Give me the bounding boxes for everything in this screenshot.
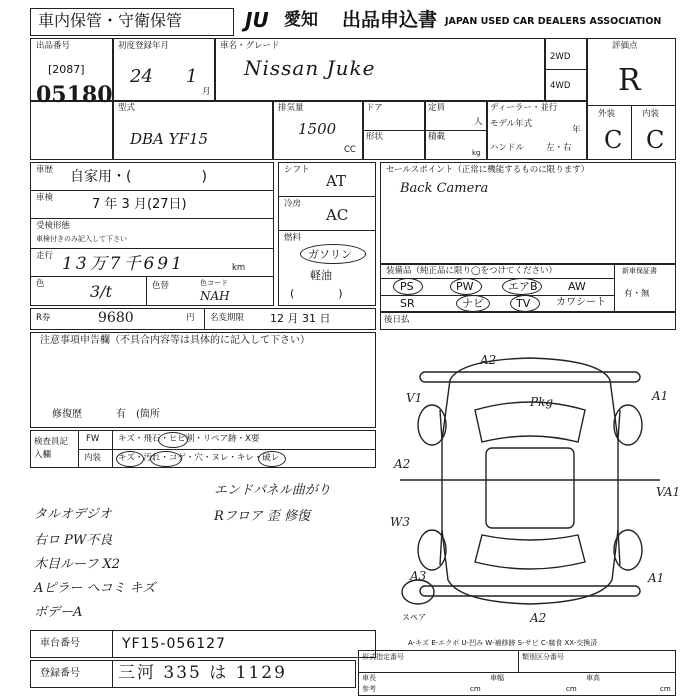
handle-options: 左・右 bbox=[546, 143, 572, 153]
rear-window bbox=[475, 535, 585, 569]
note-body: ボデーA bbox=[34, 605, 83, 620]
recycle-label: R券 bbox=[36, 313, 51, 323]
equip-sr: SR bbox=[400, 297, 415, 310]
equip-aw: AW bbox=[568, 280, 586, 293]
car-damage-diagram bbox=[380, 330, 681, 630]
score-value: R bbox=[618, 63, 641, 98]
name-grade-label: 車名・グレード bbox=[220, 41, 280, 51]
door-label: ドア bbox=[366, 103, 383, 113]
fw-items: キズ・飛石・ヒビ割・リペア跡・X要 bbox=[118, 434, 260, 444]
fw-label: FW bbox=[86, 434, 100, 444]
name-change-label: 名変期限 bbox=[210, 313, 245, 323]
note-end-panel: エンドパネル曲がり bbox=[214, 483, 331, 498]
cc-unit: CC bbox=[344, 145, 356, 155]
tv-circle bbox=[510, 295, 540, 312]
dealer-label: ディーラー・並行 bbox=[490, 103, 558, 113]
scratch-circle bbox=[116, 451, 144, 467]
form-title: 出品申込書 bbox=[342, 9, 438, 31]
aircon-label: 冷房 bbox=[284, 199, 302, 209]
note-pw: 右ロ PW不良 bbox=[34, 533, 113, 548]
color-code: NAH bbox=[200, 289, 230, 303]
note-radio: タルオデジオ bbox=[34, 507, 112, 522]
length-unit: cm bbox=[470, 685, 481, 693]
storage-title: 車内保管・守衛保管 bbox=[38, 11, 183, 30]
drive-4wd: 4WD bbox=[550, 81, 571, 91]
chassis-label: 車台番号 bbox=[40, 638, 80, 649]
yen-unit: 円 bbox=[186, 313, 195, 323]
mileage-label: 走行 bbox=[36, 251, 54, 261]
acceptance-label: 受検形態 bbox=[36, 221, 71, 231]
mark-w3: W3 bbox=[390, 515, 410, 529]
aircon-value: AC bbox=[326, 206, 349, 224]
ju-logo: JU bbox=[245, 8, 269, 32]
car-name: Nissan Juke bbox=[244, 56, 376, 80]
displacement-value: 1500 bbox=[298, 120, 337, 138]
width-label: 車幅 bbox=[490, 674, 504, 682]
height-label: 車高 bbox=[586, 674, 600, 682]
fuel-label: 燃料 bbox=[284, 233, 302, 243]
shift-label: シフト bbox=[284, 165, 310, 175]
front-bumper bbox=[420, 372, 640, 382]
mark-left-a2: A2 bbox=[394, 457, 411, 471]
inspection-label: 車検 bbox=[36, 193, 54, 203]
mark-rear-a2: A2 bbox=[530, 611, 547, 625]
reg-year: 24 bbox=[130, 66, 153, 87]
category-label: 類別区分番号 bbox=[522, 653, 564, 661]
spare-label: スペア bbox=[402, 613, 426, 622]
first-reg-label: 初度登録年月 bbox=[118, 41, 170, 51]
pw-circle bbox=[450, 278, 482, 295]
mark-a3: A3 bbox=[410, 569, 427, 583]
mark-rr-a1: A1 bbox=[648, 571, 665, 585]
airbag-circle bbox=[502, 278, 542, 295]
rear-payment-label: 後日払 bbox=[384, 315, 410, 325]
association-name: JAPAN USED CAR DEALERS ASSOCIATION bbox=[445, 16, 662, 27]
wet-circle bbox=[258, 451, 286, 467]
acceptance-note: 車検付きのみ記入して下さい bbox=[36, 235, 127, 243]
exterior-grade: C bbox=[604, 126, 623, 154]
equip-tv: TV bbox=[516, 297, 531, 310]
equipment-label: 装備品（純正品に限り◯をつけてください） bbox=[386, 266, 558, 276]
usage-value: 自家用・( ) bbox=[70, 169, 207, 185]
model-code: DBA YF15 bbox=[130, 130, 209, 148]
flying-stone-circle bbox=[158, 432, 188, 448]
rear-payment-box bbox=[380, 312, 676, 330]
inspection-value: 7 年 3 月(27日) bbox=[92, 197, 187, 212]
equip-airbag: エアB bbox=[508, 280, 538, 293]
height-unit: cm bbox=[660, 685, 671, 693]
damage-legend: A-キズ E-エクボ U-凹み W-補修跡 S-サビ C-腐食 XX-交換済 bbox=[408, 639, 598, 647]
month-unit: 月 bbox=[202, 87, 211, 97]
lot-number: 05180 bbox=[36, 82, 113, 108]
equip-seat: カワシート bbox=[556, 297, 606, 308]
inspector-label: 検査員記入欄 bbox=[34, 437, 69, 460]
roof bbox=[486, 448, 574, 528]
equip-navi: ナビ bbox=[462, 297, 484, 310]
warranty-value: 有・無 bbox=[624, 289, 650, 299]
chassis-value: YF15-056127 bbox=[122, 636, 226, 652]
name-change-value: 12 月 31 日 bbox=[270, 312, 331, 325]
interior-items: キズ・汚れ・コゲ・穴・ヌレ・キレ・破レ bbox=[118, 453, 280, 463]
kg-unit: kg bbox=[472, 149, 481, 157]
fuel-gasoline: ガソリン bbox=[308, 248, 352, 261]
ps-circle bbox=[393, 278, 423, 295]
color-value: 3/t bbox=[90, 282, 112, 301]
mark-pkg: Pkg bbox=[530, 395, 554, 409]
exterior-label: 外装 bbox=[598, 109, 616, 119]
warranty-label: 新車保証書 bbox=[622, 267, 657, 275]
handle-label: ハンドル bbox=[490, 143, 525, 153]
color-change-label: 色替 bbox=[152, 281, 170, 291]
color-label: 色 bbox=[36, 279, 45, 289]
sales-point-value: Back Camera bbox=[400, 181, 489, 196]
person-unit: 人 bbox=[474, 117, 483, 127]
type-label: 型式 bbox=[118, 103, 136, 113]
shift-value: AT bbox=[326, 172, 347, 190]
equip-pw: PW bbox=[456, 280, 474, 293]
sales-point-label: セールスポイント（正常に機能するものに限ります） bbox=[386, 165, 590, 175]
repair-value: 有 (箇所 bbox=[116, 409, 160, 420]
mark-front-a2: A2 bbox=[480, 353, 497, 367]
shape-label: 形状 bbox=[366, 132, 384, 142]
notes-label: 注意事項申告欄（不具合内容等は具体的に記入して下さい） bbox=[40, 335, 310, 346]
equip-ps: PS bbox=[400, 280, 414, 293]
width-unit: cm bbox=[566, 685, 577, 693]
interior-label: 内装 bbox=[642, 109, 660, 119]
score-label: 評価点 bbox=[612, 41, 638, 51]
recycle-value: 9680 bbox=[98, 310, 134, 326]
interior-check-label: 内装 bbox=[84, 453, 102, 463]
stain-circle bbox=[150, 451, 182, 467]
mileage-value: 13万7千691 bbox=[62, 254, 185, 274]
mileage-unit: km bbox=[232, 263, 246, 273]
spec-box bbox=[358, 650, 676, 696]
year-unit: 年 bbox=[572, 125, 581, 135]
capacity-label: 定員 bbox=[428, 103, 446, 113]
mark-v1: V1 bbox=[406, 391, 423, 405]
usage-label: 車歴 bbox=[36, 165, 54, 175]
drive-2wd: 2WD bbox=[550, 52, 571, 62]
plate-label: 登録番号 bbox=[40, 668, 80, 679]
sales-point-box bbox=[380, 162, 676, 264]
rear-bumper bbox=[420, 586, 640, 596]
note-wood: 木目ルーフ X2 bbox=[34, 557, 121, 572]
fuel-paren: ( ) bbox=[290, 287, 343, 300]
displacement-label: 排気量 bbox=[278, 103, 304, 113]
lot-bracket: [2087] bbox=[48, 63, 85, 76]
model-year-label: モデル年式 bbox=[490, 119, 533, 129]
spare-tire bbox=[402, 580, 434, 604]
model-designation-label: 形式指定番号 bbox=[362, 653, 404, 661]
note-rear-floor: Rフロア 歪 修復 bbox=[214, 509, 311, 524]
color-code-label: 色コード bbox=[200, 279, 228, 287]
fuel-diesel: 軽油 bbox=[310, 269, 332, 282]
interior-grade: C bbox=[646, 126, 665, 154]
note-pillar: Aピラー ヘコミ キズ bbox=[34, 581, 156, 596]
mark-va1: VA1 bbox=[656, 485, 681, 499]
load-label: 積載 bbox=[428, 132, 446, 142]
mark-fr-a1: A1 bbox=[652, 389, 669, 403]
reference-label: 参考 bbox=[362, 685, 376, 693]
repair-label: 修復歴 bbox=[52, 409, 82, 420]
logo-text: 愛知 bbox=[284, 10, 318, 30]
reg-month: 1 bbox=[186, 66, 198, 87]
lot-label: 出品番号 bbox=[36, 41, 71, 51]
plate-value: 三河 335 は 1129 bbox=[118, 663, 287, 683]
length-label: 車長 bbox=[362, 674, 376, 682]
navi-circle bbox=[456, 295, 490, 312]
